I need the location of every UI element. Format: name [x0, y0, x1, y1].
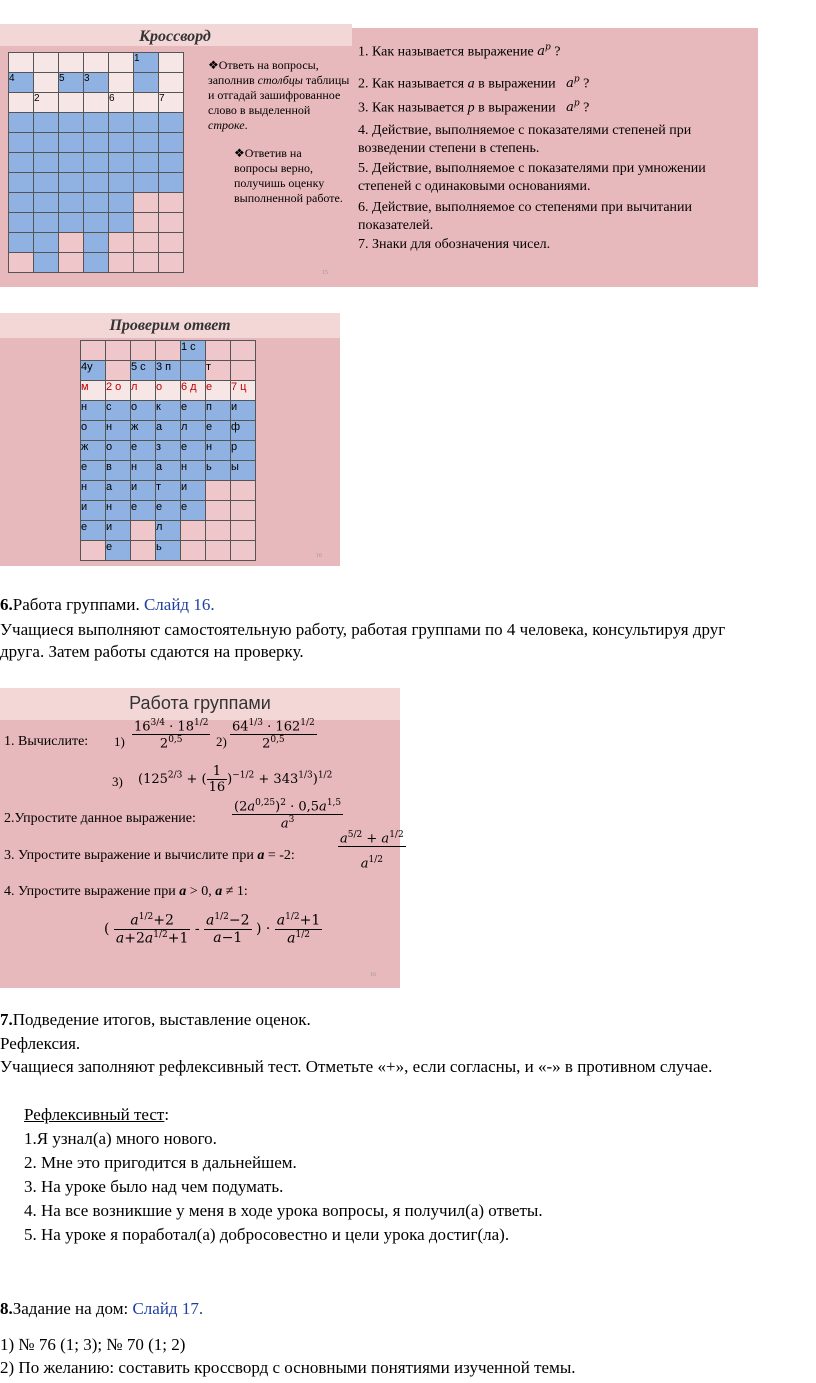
answer-cell: 7 ц — [231, 381, 256, 401]
answer-cell — [206, 341, 231, 361]
expr-2: $\frac{64^{1/3} \cdot 162^{1/2}}{2^{0,5}}$ — [232, 718, 315, 752]
answer-cell — [181, 521, 206, 541]
answer-cell: а — [106, 481, 131, 501]
answer-cell — [231, 481, 256, 501]
question-3: 3. Как называется p в выражении $a^p$ ? — [358, 99, 590, 116]
answer-cell: а — [156, 421, 181, 441]
answer-cell: и — [231, 401, 256, 421]
test-item: 4. На все возникшие у меня в ходе урока вопросы, я получил(а) ответы. — [24, 1201, 543, 1220]
answer-cell: ж — [81, 441, 106, 461]
crossword-instruction-1: ❖Ответь на вопросы, заполнив столбцы таблицы и отгадай зашифрованное слово в выделенной строке. — [208, 58, 350, 132]
expr-5: $\frac{a^{5/2} + a^{1/2}}{a^{1/2}}$ — [340, 830, 404, 872]
question-5: 5. Действие, выполняемое с показателями при умножении степеней с одинаковыми основаниями. — [358, 161, 706, 194]
question-6: 6. Действие, выполняемое со степенями при вычитании показателей. — [358, 200, 693, 233]
answer-cell: н — [81, 481, 106, 501]
crossword-instruction-2: ❖Ответив на вопросы верно, получишь оценку выполненной работе. — [234, 146, 343, 205]
crossword-title: Кроссворд — [139, 28, 211, 45]
answer-title: Проверим ответ — [109, 317, 231, 334]
answer-cell: е — [131, 501, 156, 521]
group-title: Работа группами — [129, 693, 271, 713]
answer-cell: е — [206, 421, 231, 441]
power-expression: $a^p$ — [537, 43, 551, 60]
question-2: 2. Как называется a в выражении $a^p$ ? — [358, 75, 590, 92]
answer-cell: р — [231, 441, 256, 461]
slide-number: 16 — [370, 972, 376, 978]
answer-cell: н — [206, 441, 231, 461]
grid-number: 7 — [159, 93, 184, 113]
slide-number: 16 — [316, 553, 322, 559]
answer-cell: о — [156, 381, 181, 401]
answer-cell — [131, 521, 156, 541]
answer-cell: ь — [156, 541, 181, 561]
answer-cell: е — [81, 521, 106, 541]
answer-cell: т — [206, 361, 231, 381]
answer-cell — [206, 521, 231, 541]
answer-cell: л — [156, 521, 181, 541]
answer-cell — [181, 361, 206, 381]
crossword-grid — [8, 52, 184, 273]
answer-cell: з — [156, 441, 181, 461]
answer-cell — [231, 361, 256, 381]
grid-number: 4 — [9, 73, 34, 93]
answer-cell: о — [106, 441, 131, 461]
answer-cell: ф — [231, 421, 256, 441]
answer-cell: л — [181, 421, 206, 441]
answer-cell: 5 с — [131, 361, 156, 381]
reflection-text: Учащиеся заполняют рефлексивный тест. Отметьте «+», если согласны, и «-» в противном случае. — [0, 1057, 713, 1076]
grid-number: 2 — [34, 93, 59, 113]
answer-cell: л — [131, 381, 156, 401]
answer-cell — [106, 361, 131, 381]
grid-number: 1 — [134, 53, 159, 73]
test-item: 2. Мне это пригодится в дальнейшем. — [24, 1153, 297, 1172]
answer-cell: е — [206, 381, 231, 401]
answer-cell: н — [106, 421, 131, 441]
answer-cell: е — [106, 541, 131, 561]
answer-cell — [231, 541, 256, 561]
answer-cell: е — [181, 441, 206, 461]
power-expression: $a^p$ — [566, 75, 580, 92]
slide-17-link[interactable]: Слайд 17. — [132, 1299, 204, 1318]
section-8-heading: 8.Задание на дом: Слайд 17. — [0, 1299, 204, 1318]
grid-number: 5 — [59, 73, 84, 93]
answer-cell — [231, 521, 256, 541]
answer-cell — [206, 501, 231, 521]
test-item: 3. На уроке было над чем подумать. — [24, 1177, 284, 1196]
answer-grid — [80, 340, 256, 561]
task-1-2-label: 2) — [216, 734, 227, 749]
slide-number: 15 — [322, 270, 328, 276]
answer-cell: н — [106, 501, 131, 521]
answer-cell: и — [131, 481, 156, 501]
answer-cell — [131, 341, 156, 361]
answer-cell — [181, 541, 206, 561]
grid-number: 6 — [109, 93, 134, 113]
answer-cell: 6 д — [181, 381, 206, 401]
answer-cell: ь — [206, 461, 231, 481]
test-item: 1.Я узнал(а) много нового. — [24, 1129, 217, 1148]
test-title: Рефлексивный тест: — [24, 1105, 170, 1124]
answer-cell — [81, 341, 106, 361]
answer-cell: к — [156, 401, 181, 421]
answer-cell — [206, 481, 231, 501]
homework-item-1: 1) № 76 (1; 3); № 70 (1; 2) — [0, 1335, 186, 1354]
answer-cell: с — [106, 401, 131, 421]
answer-cell: п — [206, 401, 231, 421]
question-7: 7. Знаки для обозначения чисел. — [358, 237, 551, 252]
answer-cell: и — [81, 501, 106, 521]
answer-cell — [231, 501, 256, 521]
answer-cell — [206, 541, 231, 561]
question-4: 4. Действие, выполняемое с показателями степеней при возведении степени в степень. — [358, 123, 692, 156]
answer-cell: м — [81, 381, 106, 401]
answer-cell: ж — [131, 421, 156, 441]
answer-cell: 3 п — [156, 361, 181, 381]
answer-cell: е — [181, 501, 206, 521]
test-item: 5. На уроке я поработал(а) добросовестно и цели урока достиг(ла). — [24, 1225, 510, 1244]
answer-cell: н — [131, 461, 156, 481]
section-7-heading: 7.Подведение итогов, выставление оценок. — [0, 1010, 311, 1029]
task-3-label: 3. Упростите выражение и вычислите при a = -2: — [4, 848, 295, 863]
task-1-1-label: 1) — [114, 734, 125, 749]
task-1-3-label: 3) — [112, 774, 123, 789]
answer-cell: 2 о — [106, 381, 131, 401]
task-1-label: 1. Вычислите: — [4, 734, 89, 749]
answer-cell: и — [106, 521, 131, 541]
section-6-heading: 6.Работа группами. Слайд 16. — [0, 595, 215, 614]
slide-16-link[interactable]: Слайд 16. — [143, 595, 215, 614]
expr-6: ( $\frac{a^{1/2}+2}{a+2a^{1/2}+1}$ - $\frac{a^{1/2}-2}{a-1}$ ) · $\frac{a^{1/2}+1}{a^{1/2}}$ — [104, 912, 321, 947]
task-2-label: 2.Упростите данное выражение: — [4, 811, 196, 826]
expr-1: $\frac{16^{3/4} \cdot 18^{1/2}}{2^{0,5}}$ — [134, 718, 209, 752]
answer-cell — [131, 541, 156, 561]
expr-4: $\frac{(2a^{0,25})^2 \cdot 0,5a^{1,5}}{a^3}$ — [234, 798, 342, 832]
power-expression: $a^p$ — [566, 99, 580, 116]
answer-cell: т — [156, 481, 181, 501]
answer-cell: 1 с — [181, 341, 206, 361]
answer-cell: ы — [231, 461, 256, 481]
answer-cell: е — [131, 441, 156, 461]
answer-cell: о — [131, 401, 156, 421]
answer-cell — [106, 341, 131, 361]
task-4-label: 4. Упростите выражение при a > 0, a ≠ 1: — [4, 884, 248, 899]
answer-cell — [81, 541, 106, 561]
answer-cell — [231, 341, 256, 361]
answer-cell: е — [81, 461, 106, 481]
answer-cell: и — [181, 481, 206, 501]
answer-cell: а — [156, 461, 181, 481]
answer-cell: в — [106, 461, 131, 481]
answer-cell: е — [156, 501, 181, 521]
answer-cell — [156, 341, 181, 361]
reflection-label: Рефлексия. — [0, 1034, 81, 1053]
grid-number: 3 — [84, 73, 109, 93]
expr-3: ($125^{2/3}$ + ( $\frac{1}{16}$ )$^{-1/2} + 343^{1/3})^{1/2}$ — [138, 764, 333, 795]
question-1: 1. Как называется выражение $a^p$ ? — [358, 43, 561, 60]
answer-cell: н — [81, 401, 106, 421]
answer-cell: 4у — [81, 361, 106, 381]
answer-cell: е — [181, 401, 206, 421]
section-6-text: Учащиеся выполняют самостоятельную работу, работая группами по 4 человека, консультируя друг друга. Затем работы сдаются на проверку. — [0, 620, 726, 661]
answer-cell: о — [81, 421, 106, 441]
answer-cell: н — [181, 461, 206, 481]
homework-item-2: 2) По желанию: составить кроссворд с основными понятиями изученной темы. — [0, 1358, 576, 1377]
